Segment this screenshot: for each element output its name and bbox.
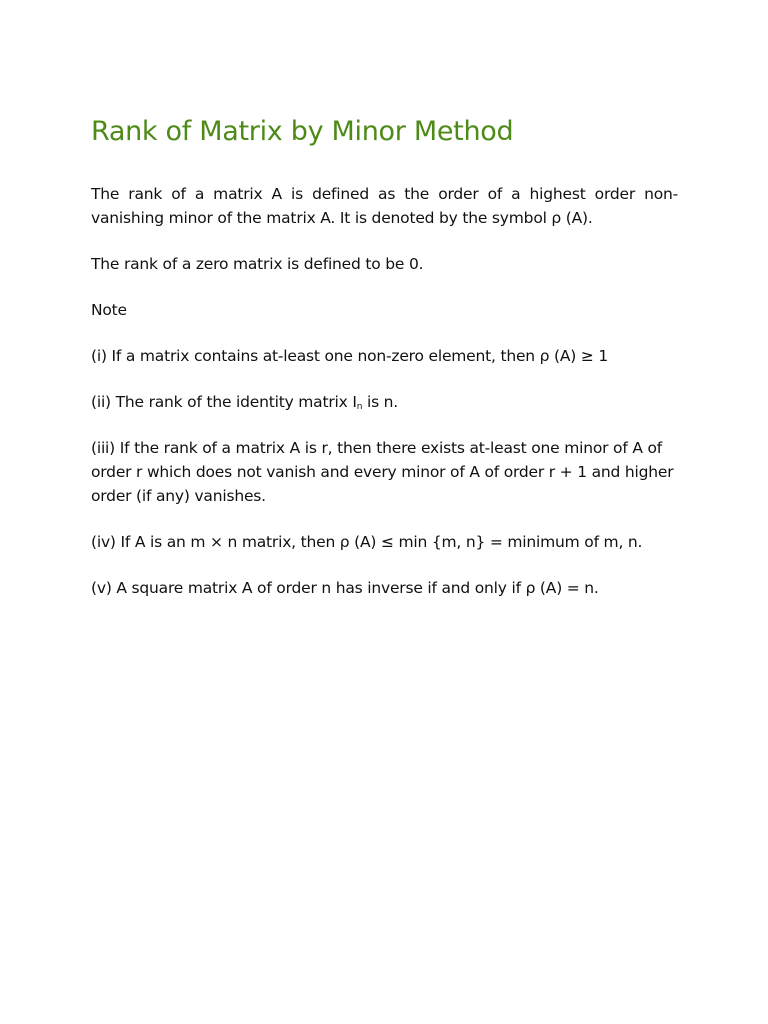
page-title: Rank of Matrix by Minor Method bbox=[91, 116, 514, 147]
note-item-ii-tail: is n. bbox=[362, 393, 399, 411]
note-item-i: (i) If a matrix contains at-least one non-zero element, then ρ (A) ≥ 1 bbox=[91, 347, 609, 365]
note-item-ii bbox=[91, 390, 678, 414]
identity-subscript: n bbox=[356, 402, 363, 412]
note-item-iii: (iii) If the rank of a matrix A is r, then there exists at-least one minor of A of order r which does not vanish and every minor of A of order r + 1 and higher order (if any) vanishes. bbox=[91, 439, 674, 505]
note-item-v: (v) A square matrix A of order n has inverse if and only if ρ (A) = n. bbox=[91, 579, 599, 597]
definition-paragraph: The rank of a matrix A is defined as the order of a highest order non-vanishing minor of the matrix A. It is denoted by the symbol ρ (A). bbox=[91, 185, 678, 227]
zero-matrix-paragraph: The rank of a zero matrix is defined to be 0. bbox=[91, 255, 424, 273]
note-item-iv: (iv) If A is an m × n matrix, then ρ (A) ≤ min {m, n} = minimum of m, n. bbox=[91, 533, 643, 551]
note-heading: Note bbox=[91, 301, 127, 319]
note-item-ii-text: (ii) The rank of the identity matrix I bbox=[91, 393, 357, 411]
